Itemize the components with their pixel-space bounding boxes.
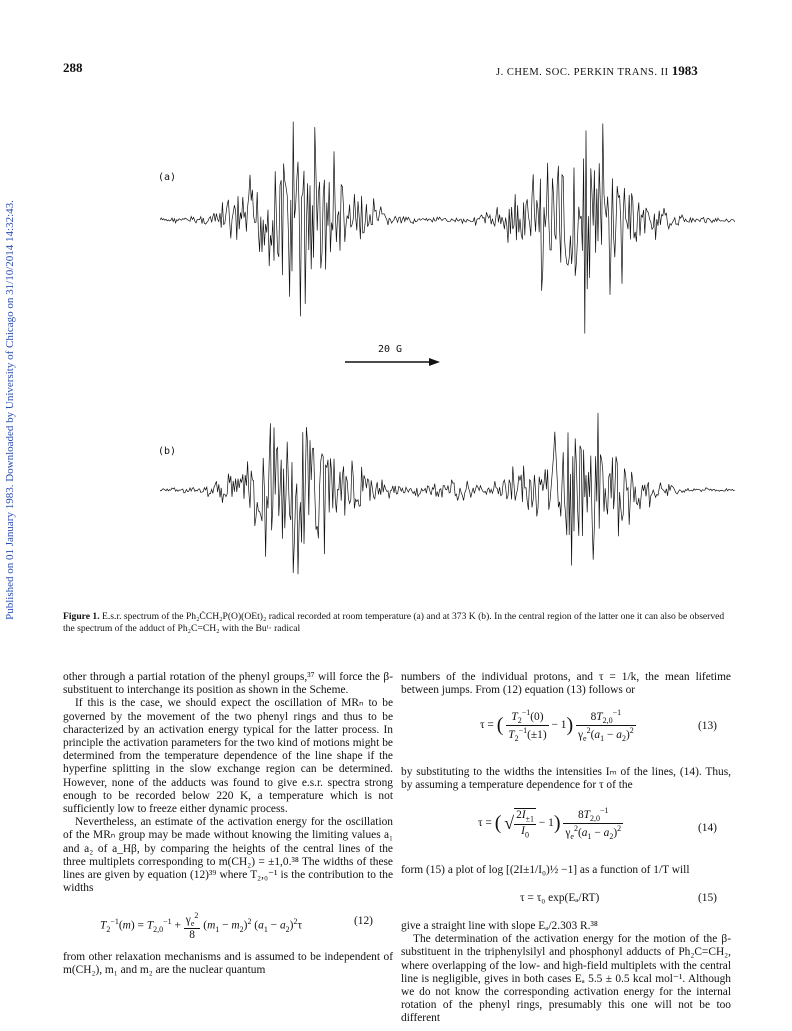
scale-arrow-icon (345, 358, 440, 366)
equation-14: τ = ( √ $\frac{2I_{\pm 1}}{I_0}$ − 1) $\frac{8T_{2,0}^{-1}}{\gamma_e^2(a_1 - a_2)^2}$ (478, 806, 622, 842)
spectrum-trace (160, 122, 735, 334)
figure-caption (63, 611, 731, 635)
spectrum-b-label: (b) (158, 446, 177, 457)
esr-spectrum-a (160, 92, 735, 348)
journal-name: J. CHEM. SOC. PERKIN TRANS. II (496, 67, 669, 78)
equation-13: τ = ( $\frac{T_2^{-1}(0)}{T_2^{-1}(\pm 1)}$ − 1) $\frac{8T_{2,0}^{-1}}{\gamma_e^2(a_1 - a_2)^2}$ (480, 708, 634, 744)
equation-14-number: (14) (698, 822, 717, 834)
right-paragraph-5: The determination of the activation energy for the motion of the β-substituent in the triphenylsilyl and phosphonyl adducts of Ph₂C=CH₂, where overlapping of the low- and high-field multiplets with the central line is negligible, gives in both cases Eₐ 5.5 ± 0.5 kcal mol⁻¹. Although we do not know the corresponding activation energy for the internal rotation of the phenyl rings, presumably this one will not be too different (401, 933, 731, 1025)
left-paragraph-2: If this is the case, we should expect the oscillation of MRₙ to be governed by the movement of the two phenyl rings and thus to be characterized by an activation energy typical for the latter process. In principle the activation parameters for the two kind of motions might be determined from the temperature dependence of the line shape if the hyperfine splitting in the slow exchange region can be determined. However, none of the adducts was found to give e.s.r. spectra strong enough to be recorded below 220 K, a temperature which is not sufficiently low to freeze either dynamic process. (63, 697, 393, 816)
right-column-end (401, 920, 731, 1026)
left-paragraph-4: from other relaxation mechanisms and is assumed to be independent of m(CH₂), m₁ and m₂ are the nuclear quantum (63, 951, 393, 977)
right-column-form (401, 864, 731, 877)
right-paragraph-1: numbers of the individual protons, and τ = 1/k, the mean lifetime between jumps. From (12) equation (13) follows or (401, 671, 731, 697)
page-number: 288 (63, 60, 83, 75)
right-paragraph-3: form (15) a plot of log [(2I±1/I₀)½ −1] as a function of 1/T will (401, 864, 690, 876)
spectrum-trace (160, 413, 735, 574)
esr-spectrum-b (160, 390, 735, 600)
left-column-end (63, 951, 393, 977)
equation-15-number: (15) (698, 892, 717, 904)
provenance-sidebar (2, 190, 18, 630)
right-paragraph-2: by substituting to the widths the intensities Iₘ of the lines, (14). Thus, by assuming a temperature dependence for τ of the (401, 766, 731, 792)
provenance-text: Published on 01 January 1983. Downloaded by University of Chicago on 31/10/2014 14:32:43. (4, 200, 16, 620)
running-header (496, 63, 698, 79)
caption-label: Figure 1. (63, 611, 100, 622)
right-paragraph-4: give a straight line with slope Eₐ/2.303 R.³⁸ (401, 920, 598, 932)
equation-15: τ = τ₀ exp(Eₐ/RT) (520, 892, 600, 904)
left-paragraph-1: other through a partial rotation of the phenyl groups,³⁷ will force the β-substituent to interchange its position as shown in the Scheme. (63, 671, 393, 697)
scale-label: 20 G (377, 344, 403, 355)
equation-12: $T_2^{-1}(m) = T_{2,0}^{-1}$ + $\frac{\gamma_e^2}{8}$ $(m_1 - m_2)^2$ $(a_1 - a_2)^2\tau$ (100, 911, 303, 942)
journal-year: 1983 (671, 63, 698, 78)
left-column (63, 671, 393, 895)
equation-12-number: (12) (354, 915, 373, 927)
caption-text: E.s.r. spectrum of the Ph₂ĊCH₂P(O)(OEt)₂ radical recorded at room temperature (a) and at 373 K (b). In the central region of the latter one it can also be observed the spectrum of the adduct of Ph₂C=CH₂ with the Buᵗ· radical (63, 611, 725, 634)
equation-13-number: (13) (698, 720, 717, 732)
right-column-intro (401, 671, 731, 697)
right-column-mid (401, 766, 731, 792)
left-paragraph-3: Nevertheless, an estimate of the activation energy for the oscillation of the MRₙ group may be made without knowing the limiting values a₁ and a₂ of a_Hβ, by comparing the heights of the central lines of the three multiplets corresponding to m(CH₂) = ±1,0.³⁸ The widths of these lines are given by equation (12)³⁹ where T₂,₀⁻¹ is the contribution to the widths (63, 816, 393, 895)
spectrum-a-label: (a) (158, 172, 177, 183)
